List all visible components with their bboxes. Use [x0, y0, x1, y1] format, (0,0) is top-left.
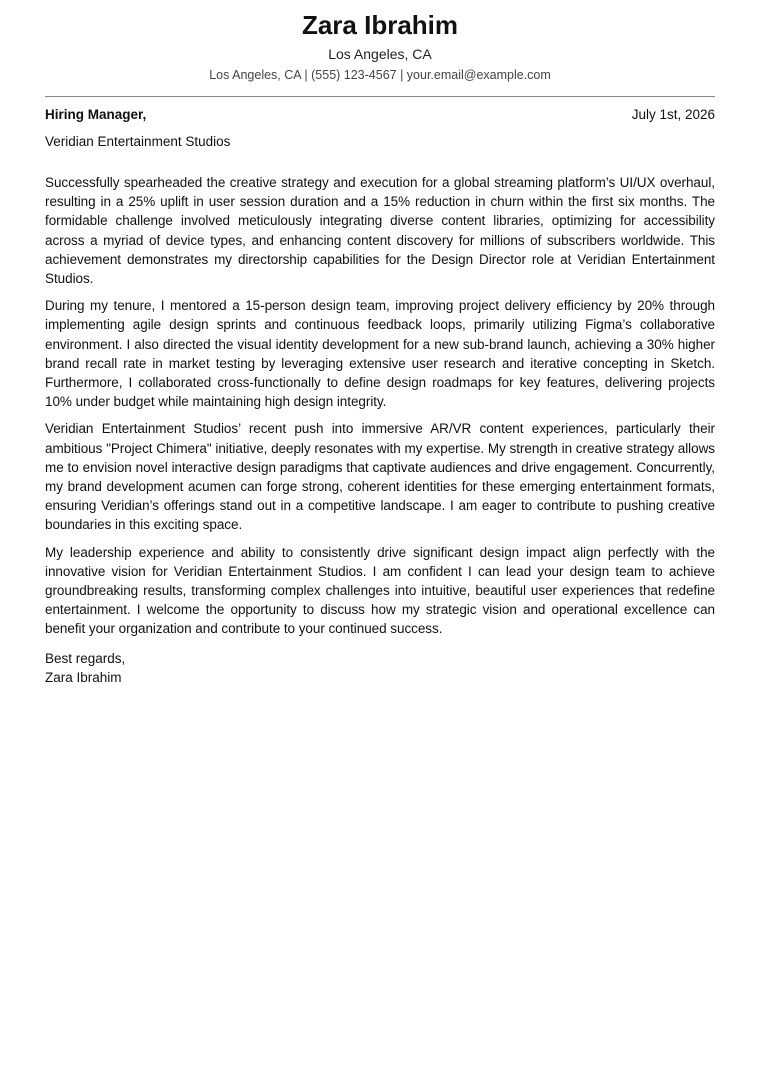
body-paragraph-2: During my tenure, I mentored a 15-person design team, improving project delivery efficiency by 20% through implementing agile design sprints and continuous feedback loops, primarily utilizing Figma’s collaborative environment. I also directed the visual identity development for a new sub-brand launch, achieving a 30% higher brand recall rate in market testing by leveraging extensive user research and iterative concepting in Sketch. Furthermore, I collaborated cross-functionally to define design roadmaps for key features, delivering projects 10% under budget while maintaining high design integrity. — [45, 298, 715, 410]
body-paragraph-4: My leadership experience and ability to consistently drive significant design impact align perfectly with the innovative vision for Veridian Entertainment Studios. I am confident I can lead your design team to achieve groundbreaking results, transforming complex challenges into intuitive, beautiful user experiences that redefine entertainment. I welcome the opportunity to discuss how my strategic vision and operational excellence can benefit your organization and contribute to your continued success. — [45, 544, 715, 637]
closing-phrase: Best regards, — [45, 650, 126, 666]
signature-name: Zara Ibrahim — [45, 669, 122, 685]
recipient-date-row — [45, 105, 715, 125]
applicant-name: Zara Ibrahim — [301, 10, 459, 40]
letter-closing-block — [45, 649, 715, 687]
recipient-company: Veridian Entertainment Studios — [45, 134, 231, 149]
letter-body — [45, 173, 715, 639]
header-divider — [45, 96, 715, 97]
letter-date: July 1st, 2026 — [631, 107, 715, 122]
applicant-location: Los Angeles, CA — [328, 46, 432, 62]
body-paragraph-1: Successfully spearheaded the creative strategy and execution for a global streaming platform’s UI/UX overhaul, resulting in a 25% uplift in user session duration and a 15% reduction in churn within the first six months. The formidable challenge involved meticulously integrating diverse content libraries, optimizing for accessibility across a myriad of device types, and enhancing content discovery for millions of subscribers worldwide. This achievement demonstrates my directorship capabilities for the Design Director role at Veridian Entertainment Studios. — [45, 175, 715, 287]
body-paragraph-3: Veridian Entertainment Studios’ recent push into immersive AR/VR content experiences, particularly their ambitious "Project Chimera" initiative, deeply resonates with my expertise. My strength in creative strategy allows me to envision novel interactive design paradigms that captivate audiences and drive engagement. Concurrently, my brand development acumen can forge strong, coherent identities for these emerging entertainment formats, ensuring Veridian’s offerings stand out in a competitive landscape. I am eager to contribute to pushing creative boundaries in this exciting space. — [45, 421, 715, 533]
applicant-contact-line: Los Angeles, CA | (555) 123-4567 | your.email@example.com — [209, 68, 551, 82]
recipient-salutation: Hiring Manager, — [45, 107, 147, 122]
letter-header — [45, 0, 715, 84]
